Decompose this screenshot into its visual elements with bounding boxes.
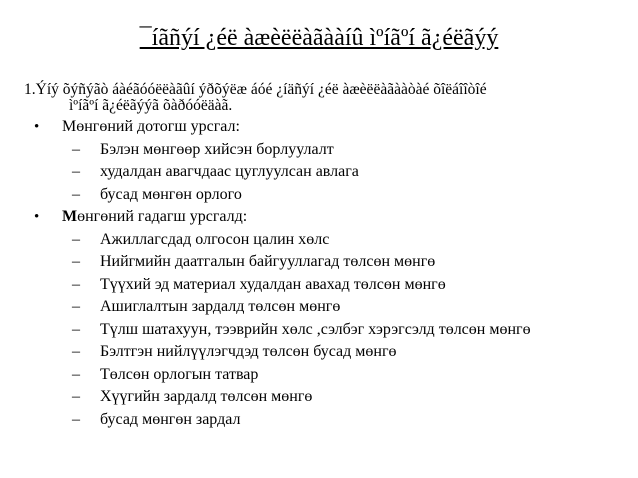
list-item [0, 251, 638, 274]
dash-marker: – [72, 388, 80, 405]
list-item [0, 229, 638, 252]
slide-title: ¯íãñýí ¿éë àæèëëàãààíû ìºíãºí ã¿éëãýý [139, 25, 499, 51]
list-item [0, 161, 638, 184]
dash-marker: – [72, 343, 80, 360]
list-item-text: бусад мөнгөн зардал [100, 410, 241, 428]
dash-marker: – [72, 275, 80, 293]
list-item-text: Ашиглалтын зардалд төлсөн мөнгө [100, 298, 341, 315]
dash-marker: – [72, 253, 80, 270]
intro-line-2: ìºíãºí ã¿éëãýýã õàðóóëäàã. [69, 97, 233, 114]
list-item [0, 386, 638, 409]
list-item [0, 139, 638, 162]
list-item [0, 341, 638, 364]
dash-marker: – [72, 163, 80, 180]
list-item [0, 296, 638, 319]
dash-marker: – [72, 298, 80, 315]
list-item [0, 184, 638, 207]
list-item [0, 364, 638, 387]
list-item [0, 319, 638, 342]
list-item [0, 116, 638, 139]
list-item-text: Түлш шатахуун, тээврийн хөлс ,сэлбэг хэрэгсэлд төлсөн мөнгө [100, 320, 531, 338]
bullet-list [0, 116, 638, 431]
list-item-text: Нийгмийн даатгалын байгууллагад төлсөн мөнгө [100, 253, 436, 270]
bullet-marker: • [34, 119, 40, 135]
dash-marker: – [72, 410, 80, 428]
list-item-text: Түүхий эд материал худалдан авахад төлсөн мөнгө [100, 275, 446, 293]
list-item-text: Мөнгөний гадагш урсгалд: [62, 208, 248, 225]
list-item-text: Хүүгийн зардалд төлсөн мөнгө [100, 388, 313, 405]
list-item-text: худалдан авагчдаас цуглуулсан авлага [100, 163, 359, 180]
bullet-marker: • [34, 209, 40, 225]
list-item-text: Бэлэн мөнгөөр хийсэн борлуулалт [100, 140, 334, 158]
list-item-text: бусад мөнгөн орлого [100, 185, 242, 203]
list-item [0, 409, 638, 432]
dash-marker: – [72, 185, 80, 203]
intro-line-1: 1.Ýíý õýñýãò áàéãóóëëàãûí ýðõýëæ áóé ¿íäñýí ¿éë àæèëëàãààòàé õîëáîîòîé [24, 81, 487, 98]
intro-paragraph [24, 82, 604, 114]
dash-marker: – [72, 140, 80, 158]
list-item-text: Мөнгөний дотогш урсгал: [62, 118, 240, 135]
list-item [0, 274, 638, 297]
list-item-text: Төлсөн орлогын татвар [100, 365, 259, 383]
dash-marker: – [72, 230, 80, 248]
dash-marker: – [72, 365, 80, 383]
list-item-text: Бэлтгэн нийлүүлэгчдэд төлсөн бусад мөнгө [100, 343, 397, 360]
dash-marker: – [72, 320, 80, 338]
list-item-text: Ажиллагсдад олгосон цалин хөлс [100, 230, 330, 248]
list-item [0, 206, 638, 229]
